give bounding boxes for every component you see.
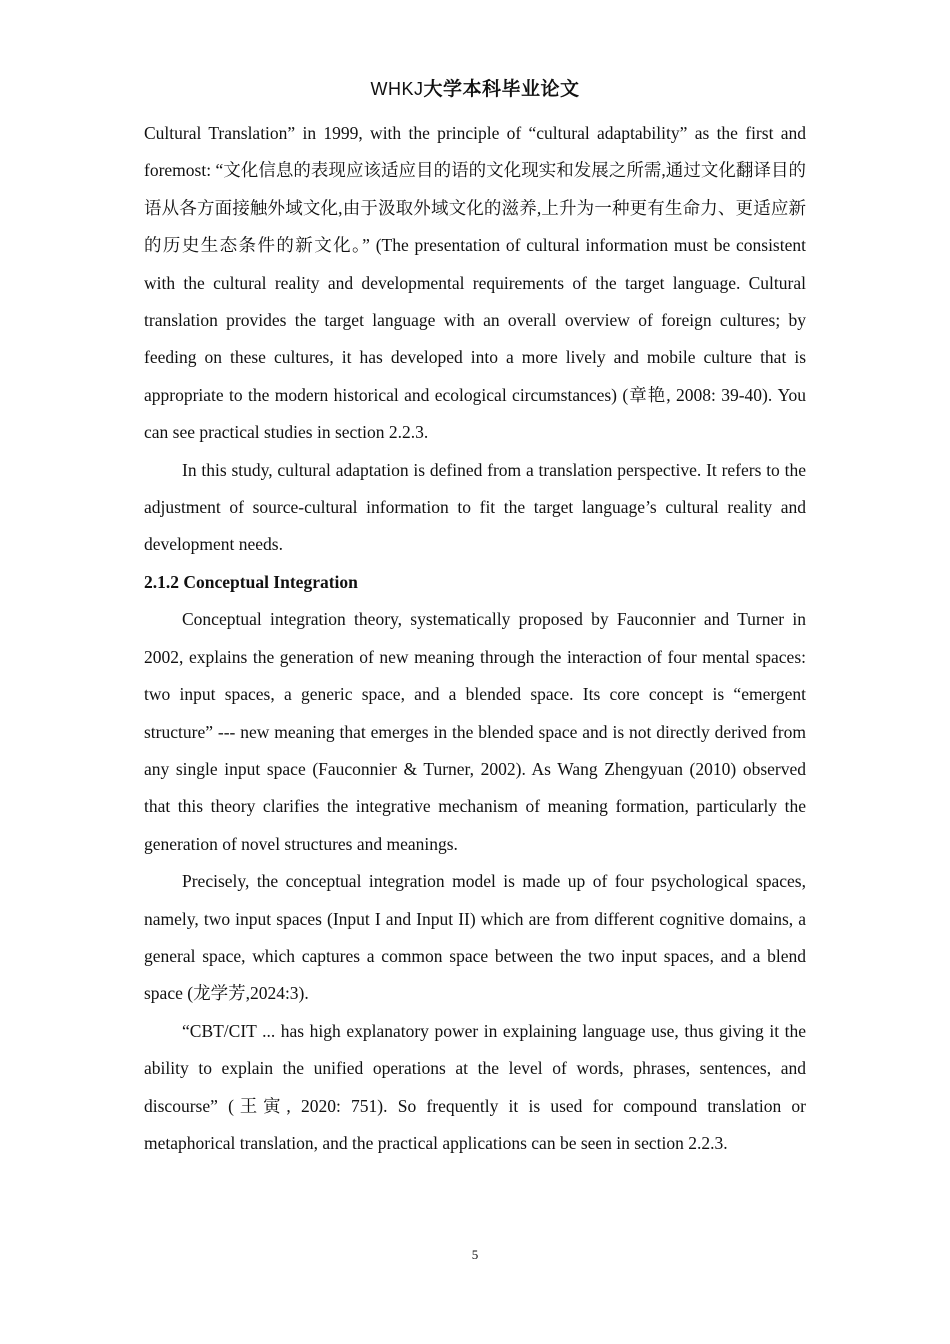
section-heading: 2.1.2 Conceptual Integration <box>144 571 358 592</box>
page-header <box>0 74 950 101</box>
header-prefix: WHKJ <box>370 79 424 99</box>
paragraph-cbt-cit-quote: “CBT/CIT ... has high explanatory power in explaining language use, thus giving it the ability to explain the unified operations at the level of words, phrases, sentences, and discourse” (王寅, 2020: 751). So frequently it is used for compound translation or metaphorical translation, and the practical applications can be seen in section 2.2.3. <box>144 1020 806 1153</box>
paragraph-cultural-translation: Cultural Translation” in 1999, with the principle of “cultural adaptability” as the first and foremost: “文化信息的表现应该适应目的语的文化现实和发展之所需,通过文化翻译目的语从各方面接触外域文化,由于汲取外域文化的滋养,上升为一种更有生命力、更适应新的历史生态条件的新文化。” (The presentation of cultural information must be consistent with the cultural reality and developmental requirements of the target language. Cultural translation provides the target language with an overall overview of foreign cultures; by feeding on these cultures, it has developed into a more lively and mobile culture that is appropriate to the modern historical and ecological circumstances) (章艳, 2008: 39-40). You can see practical studies in section 2.2.3. <box>144 123 806 443</box>
body-text <box>144 115 806 1162</box>
header-title: 大学本科毕业论文 <box>423 79 580 100</box>
paragraph-cultural-adaptation-definition: In this study, cultural adaptation is defined from a translation perspective. It refers to the adjustment of source-cultural information to fit the target language’s cultural reality and development needs. <box>144 459 806 555</box>
page-number: 5 <box>471 1247 479 1262</box>
paragraph-conceptual-integration-model: Precisely, the conceptual integration model is made up of four psychological spaces, namely, two input spaces (Input I and Input II) which are from different cognitive domains, a general space, which captures a common space between the two input spaces, and a blend space (龙学芳,2024:3). <box>144 871 806 1004</box>
paragraph-conceptual-integration-theory: Conceptual integration theory, systematically proposed by Fauconnier and Turner in 2002, explains the generation of new meaning through the interaction of four mental spaces: two input spaces, a generic space, and a blended space. Its core concept is “emergent structure” --- new meaning that emerges in the blended space and is not directly derived from any single input space (Fauconnier & Turner, 2002). As Wang Zhengyuan (2010) observed that this theory clarifies the integrative mechanism of meaning formation, particularly the generation of novel structures and meanings. <box>144 609 806 854</box>
